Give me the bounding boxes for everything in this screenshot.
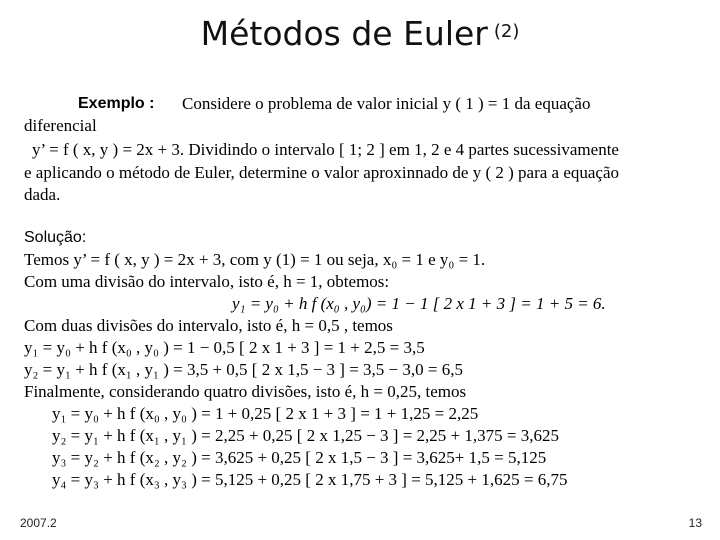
solucao-line-2: Com uma divisão do intervalo, isto é, h = 1, obtemos:	[24, 272, 390, 291]
title-sub: (2)	[493, 21, 520, 42]
solucao-line-4: Com duas divisões do intervalo, isto é, h = 0,5 , temos	[24, 316, 393, 335]
exemplo-label: Exemplo :	[78, 95, 155, 112]
footer-date: 2007.2	[20, 516, 57, 530]
title-main: Métodos de Euler	[200, 14, 488, 53]
solucao-line-7: Finalmente, considerando quatro divisões, isto é, h = 0,25, temos	[24, 382, 467, 401]
solucao-line-1: Temos y’ = f ( x, y ) = 2x + 3, com y (1) = 1 ou seja, x₀ = 1 e y₀ = 1.	[24, 250, 486, 269]
solucao-line-10: y₃ = y₂ + h f (x₂ , y₂ ) = 3,625 + 0,25 [ 2 x 1,5 − 3 ] = 3,625+ 1,5 = 5,125	[52, 448, 547, 467]
solucao-line-6: y₂ = y₁ + h f (x₁ , y₁ ) = 3,5 + 0,5 [ 2 x 1,5 − 3 ] = 3,5 − 3,0 = 6,5	[24, 360, 463, 379]
solucao-line-11: y₄ = y₃ + h f (x₃ , y₃ ) = 5,125 + 0,25 [ 2 x 1,75 + 3 ] = 5,125 + 1,625 = 6,75	[52, 470, 568, 489]
solucao-line-8: y₁ = y₀ + h f (x₀ , y₀ ) = 1 + 0,25 [ 2 x 1 + 3 ] = 1 + 1,25 = 2,25	[52, 404, 479, 423]
exemplo-line-1: Considere o problema de valor inicial y ( 1 ) = 1 da equação	[182, 94, 591, 113]
solucao-line-3: y₁ = y₀ + h f (x₀ , y₀) = 1 − 1 [ 2 x 1 + 3 ] = 1 + 5 = 6.	[232, 294, 606, 313]
solucao-line-5: y₁ = y₀ + h f (x₀ , y₀ ) = 1 − 0,5 [ 2 x 1 + 3 ] = 1 + 2,5 = 3,5	[24, 338, 425, 357]
slide-title	[0, 14, 720, 53]
page-number: 13	[688, 516, 702, 530]
exemplo-line-4: e aplicando o método de Euler, determine o valor aproxinnado de y ( 2 ) para a equação	[24, 163, 620, 182]
exemplo-line-3: y’ = f ( x, y ) = 2x + 3. Dividindo o intervalo [ 1; 2 ] em 1, 2 e 4 partes sucessivamente	[32, 140, 619, 159]
solucao-label: Solução:	[24, 229, 87, 246]
exemplo-line-5: dada.	[24, 185, 61, 204]
exemplo-line-2: diferencial	[24, 116, 97, 135]
solucao-line-9: y₂ = y₁ + h f (x₁ , y₁ ) = 2,25 + 0,25 [ 2 x 1,25 − 3 ] = 2,25 + 1,375 = 3,625	[52, 426, 559, 445]
